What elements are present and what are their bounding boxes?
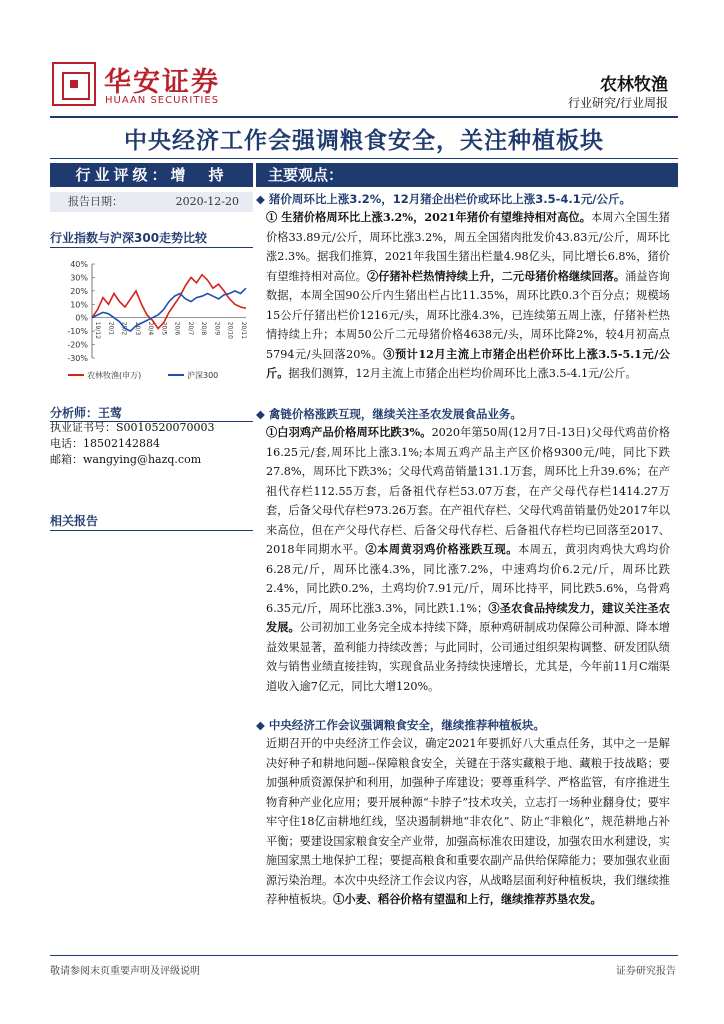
paragraph-emphasis: ①小麦、稻谷价格有望温和上行，继续推荐苏垦农发。 <box>333 892 602 906</box>
company-name-en: HUAAN SECURITIES <box>105 95 220 106</box>
bullet-hog-price-text: 猪价周环比上涨3.2%，12月猪企出栏价或环比上涨3.5-4.1元/公斤。 <box>268 192 631 206</box>
paragraph-planting <box>266 734 670 910</box>
paragraph-text: 本周六全国生猪价格33.89元/公斤，周环比涨3.2%，周五全国猪肉批发价43.83元/公斤，周环比涨2.3%。据我们推算，2021年我国生猪出栏量4.98亿头，同比增长6.8%，猪价有望维持相对高位。 <box>266 211 670 283</box>
paragraph-text: 涌益咨询数据，本周全国90公斤内生猪出栏占比11.35%，周环比跌0.3个百分点；规模场15公斤仔猪出栏价1216元/头，周环比涨4.3%，已连续第五周上涨，仔猪补栏热情持续上升；本周50公斤二元母猪价格4638元/头，周环比降2%，较4月初高点5794元/头回落20%。 <box>266 269 670 361</box>
x-tick-label: 20/6 <box>173 321 181 336</box>
y-tick-label: 30% <box>70 273 88 283</box>
key-points-heading: 主要观点： <box>256 163 678 187</box>
analyst-heading: 分析师：王莺 <box>50 406 123 420</box>
x-tick-label: 20/5 <box>160 321 168 336</box>
x-tick-label: 19/12 <box>94 321 101 340</box>
paragraph-text: 2020年第50周(12月7日-13日)父母代鸡苗价格16.25元/套,周环比上涨3.1%;本周五鸡产品主产区价格9300元/吨，同比下跌27.8%，周环比下跌3%；父母代鸡苗销量131.1万套，周环比上升39.6%；在产祖代存栏112.55万套，后备祖代存栏53.07万套，在产父母代存栏1414.27万套，后备父母代存栏973.26万套。在产祖代存栏、父母代鸡苗销量仍处2017年以来高位，但在产父母代存栏、后备父母代存栏、后备祖代存栏均已回落至2017、2018年同期水平。 <box>266 426 670 556</box>
x-tick-label: 20/10 <box>226 321 234 340</box>
paragraph-hog <box>266 208 670 384</box>
analyst-phone: 电话：18502142884 <box>50 437 160 450</box>
paragraph-emphasis: ③预计12月主流上市猪企出栏价环比上涨3.5-5.1元/公斤。 <box>266 346 670 380</box>
x-tick-label: 20/7 <box>186 321 194 336</box>
industry-rating: 行业评级：增 持 <box>50 163 253 187</box>
y-tick-label: 10% <box>70 300 88 310</box>
related-reports-divider <box>50 530 253 531</box>
y-tick-label: 20% <box>70 286 88 296</box>
bullet-grain-security-text: 中央经济工作会议强调粮食安全，继续推荐种植板块。 <box>268 718 545 732</box>
sector-label: 农林牧渔 <box>600 75 668 95</box>
analyst-email[interactable]: 邮箱：wangying@hazq.com <box>50 453 202 466</box>
paragraph-emphasis: ③圣农食品持续发力，建议关注圣农发展。 <box>266 600 670 634</box>
paragraph-emphasis: ②本周黄羽鸡价格涨跌互现。 <box>365 542 518 556</box>
x-tick-label: 20/9 <box>213 321 221 336</box>
x-tick-label: 20/2 <box>120 321 128 336</box>
chart-heading: 行业指数与沪深300走势比较 <box>50 231 208 245</box>
paragraph-text: 本周五，黄羽肉鸡快大鸡均价6.28元/斤，周环比涨4.3%，同比涨7.2%，中速鸡均价6.2元/斤，周环比跌2.4%，同比跌0.2%，土鸡均价7.91元/斤，周环比持平，同比跌5.6%，乌骨鸡6.35元/斤，周环比涨3.3%，同比跌1.1%； <box>266 543 670 615</box>
analyst-cert: 执业证书号：S0010520070003 <box>50 421 215 434</box>
paragraph-text: 公司初加工业务完全成本持续下降，原种鸡研制成功保障公司种源、降本增益效果显著，盈利能力持续改善；与此同时，公司通过组织架构调整、研发团队绩效与销售业绩直接挂钩，实现食品业务持续快速增长，尤其是，今年前11月C端渠道收入逾7亿元，同比大增120%。 <box>266 621 670 693</box>
y-tick-label: 0% <box>75 313 88 323</box>
index-comparison-chart <box>50 254 253 390</box>
related-reports-heading: 相关报告 <box>50 514 99 528</box>
x-tick-label: 20/4 <box>147 321 155 336</box>
company-logo-icon <box>52 62 96 106</box>
y-tick-label: 40% <box>70 260 88 269</box>
legend-label: 沪深300 <box>187 371 219 380</box>
bullet-grain-security: ◆ 中央经济工作会议强调粮食安全，继续推荐种植板块。 <box>256 718 545 732</box>
x-tick-label: 20/3 <box>133 321 141 336</box>
y-tick-label: -10% <box>67 327 88 337</box>
legend-label: 农林牧渔(申万) <box>87 371 142 380</box>
report-title: 中央经济工作会强调粮食安全，关注种植板块 <box>124 127 604 154</box>
report-date-label: 报告日期： <box>68 195 123 208</box>
footer-disclaimer[interactable]: 敬请参阅末页重要声明及评级说明 <box>50 966 200 977</box>
report-date-row <box>50 192 253 212</box>
x-tick-label: 20/11 <box>240 321 247 340</box>
footer-divider <box>50 955 678 956</box>
title-divider <box>50 158 678 159</box>
footer-report-label: 证券研究报告 <box>616 966 676 977</box>
report-type-label: 行业研究/行业周报 <box>567 96 668 110</box>
y-tick-label: -30% <box>67 354 88 363</box>
paragraph-text: 据我们测算，12月主流上市猪企出栏均价周环比上涨3.5-4.1元/公斤。 <box>288 367 637 380</box>
report-date-value: 2020-12-20 <box>175 195 239 208</box>
bullet-poultry: ◆ 禽链价格涨跌互现，继续关注圣农发展食品业务。 <box>256 407 522 421</box>
header-divider <box>50 116 678 118</box>
company-name-cn: 华安证券 <box>104 67 220 98</box>
chart-heading-divider <box>50 247 253 248</box>
bullet-hog-price: ◆ 猪价周环比上涨3.2%，12月猪企出栏价或环比上涨3.5-4.1元/公斤。 <box>256 192 631 206</box>
paragraph-emphasis: ① 生猪价格周环比上涨3.2%，2021年猪价有望维持相对高位。 <box>266 210 592 224</box>
paragraph-emphasis: ①白羽鸡产品价格周环比跌3%。 <box>266 425 432 439</box>
x-tick-label: 20/8 <box>200 321 208 336</box>
y-tick-label: -20% <box>67 340 88 350</box>
paragraph-text: 近期召开的中央经济工作会议，确定2021年要抓好八大重点任务，其中之一是解决好种子和耕地问题--保障粮食安全，关键在于落实藏粮于地、藏粮于技战略；要加强种质资源保护和利用，加强种子库建设；要尊重科学、严格监管，有序推进生物育种产业化应用；要开展种源“卡脖子”技术攻关，立志打一场种业翻身仗；要牢牢守住18亿亩耕地红线，坚决遏制耕地“非农化”、防止“非粮化”，规范耕地占补平衡；要建设国家粮食安全产业带，加强高标准农田建设，加强农田水利建设，实施国家黑土地保护工程；要提高粮食和重要农副产品供给保障能力；要加强农业面源污染治理。本次中央经济工作会议内容，从战略层面利好种植板块，我们继续推荐种植板块。 <box>266 737 670 906</box>
x-tick-label: 20/1 <box>107 321 115 336</box>
bullet-poultry-text: 禽链价格涨跌互现，继续关注圣农发展食品业务。 <box>268 407 522 421</box>
paragraph-poultry <box>266 423 670 696</box>
paragraph-emphasis: ②仔猪补栏热情持续上升，二元母猪价格继续回落。 <box>367 268 626 283</box>
